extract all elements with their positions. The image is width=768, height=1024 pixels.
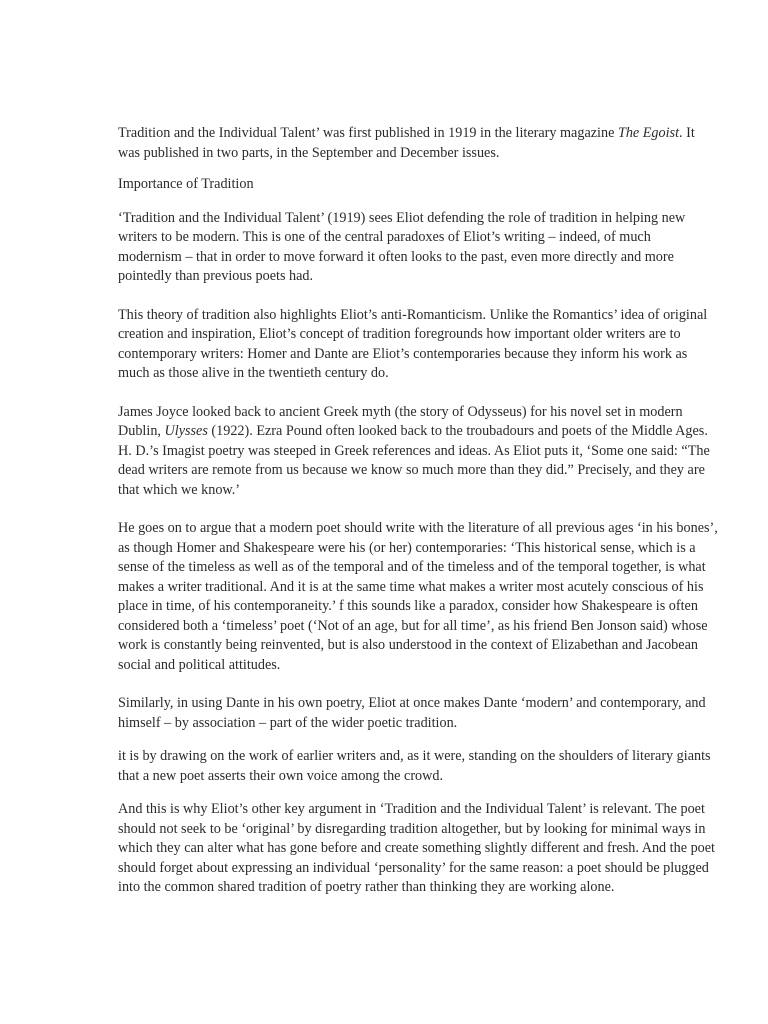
paragraph-giants: it is by drawing on the work of earlier writers and, as it were, standing on the shoulders of literary giants that a new poet asserts their own voice among the crowd. (118, 748, 711, 784)
paragraph-tradition-role: ‘Tradition and the Individual Talent’ (1919) sees Eliot defending the role of tradition in helping new writers to be modern. This is one of the central paradoxes of Eliot’s writing – indeed, of much modernism – that in order to move forward it often looks to the past, even more directly and more pointedly than previous poets had. (118, 209, 686, 284)
intro-text-end: . It was published in two parts, in the September and December issues. (118, 125, 695, 161)
paragraph-modernist-examples (118, 403, 718, 501)
examples-text-end: (1922). Ezra Pound often looked back to the troubadours and poets of the Middle Ages. H. D.’s Imagist poetry was steeped in Greek references and ideas. As Eliot puts it, ‘Some one said: “The dead writers are remote from us because we know so much more than they did.” Precisely, and they are that which we know.’ (118, 423, 710, 498)
novel-title: Ulysses (164, 423, 208, 439)
paragraph-anti-romanticism: This theory of tradition also highlights Eliot’s anti-Romanticism. Unlike the Romantics’ idea of original creation and inspiration, Eliot’s concept of tradition foregrounds how important older writers are to contemporary writers: Homer and Dante are Eliot’s contemporaries because they inform his work as much as those alive in the twentieth century do. (118, 306, 708, 381)
paragraph-dante: Similarly, in using Dante in his own poetry, Eliot at once makes Dante ‘modern’ and contemporary, and himself – by association – part of the wider poetic tradition. (118, 695, 706, 731)
magazine-title: The Egoist (617, 125, 680, 141)
paragraph-historical-sense: He goes on to argue that a modern poet should write with the literature of all previous ages ‘in his bones’, as though Homer and Shakespeare were his (or her) contemporaries: ‘This historical sense, which is a sense of the timeless as well as of the temporal and of the timeless and of the temporal together, is what makes a writer traditional. And it is at the same time what makes a writer most acutely conscious of his place in time, of his contemporaneity.’ f this sounds like a paradox, consider how Shakespeare is often considered both a ‘timeless’ poet (‘Not of an age, but for all time’, as his friend Ben Jonson said) whose work is constantly being reinvented, but is also understood in the context of Elizabethan and Jacobean social and political attitudes. (118, 520, 718, 673)
section-heading: Importance of Tradition (118, 176, 254, 192)
intro-paragraph (118, 124, 718, 163)
intro-text-start: Tradition and the Individual Talent’ was first published in 1919 in the literary magazine (118, 125, 618, 141)
document-page (118, 124, 718, 912)
paragraph-originality: And this is why Eliot’s other key argument in ‘Tradition and the Individual Talent’ is relevant. The poet should not seek to be ‘original’ by disregarding tradition altogether, but by looking for minimal ways in which they can alter what has gone before and create something slightly different and fresh. And the poet should forget about expressing an individual ‘personality’ for the same reason: a poet should be plugged into the common shared tradition of poetry rather than thinking they are working alone. (118, 801, 715, 895)
examples-text-start: James Joyce looked back to ancient Greek myth (the story of Odysseus) for his novel set in modern Dublin, (118, 403, 683, 439)
